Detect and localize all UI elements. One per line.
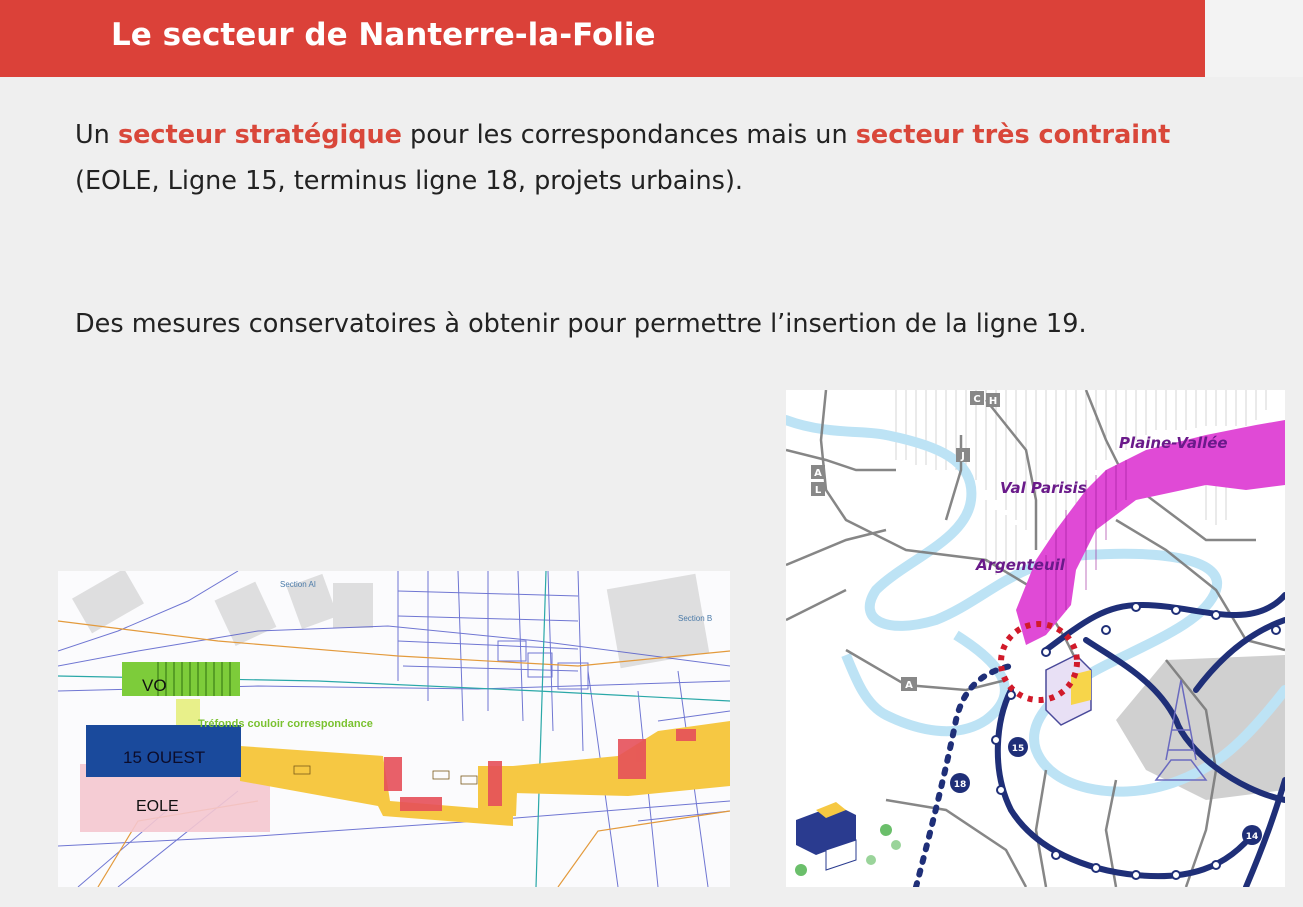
paragraph-line-2: (EOLE, Ligne 15, terminus ligne 18, projets urbains). — [75, 166, 744, 196]
trefonds-label: Tréfonds couloir correspondance — [198, 718, 373, 730]
text-correspondances: pour les correspondances mais un — [401, 120, 856, 150]
badge-j: J — [961, 451, 965, 462]
badge-18: 18 — [953, 780, 967, 790]
section-ai-label: Section AI — [280, 580, 317, 589]
badge-h: H — [988, 396, 998, 407]
badge-a-bottom: A — [905, 680, 913, 691]
15-ouest-label: 15 OUEST — [123, 748, 206, 767]
title-bar — [0, 0, 1205, 77]
badge-14: 14 — [1245, 832, 1259, 842]
highlight-strategic-sector: secteur stratégique — [117, 120, 402, 150]
title-bar-gap — [1205, 0, 1303, 77]
badge-15: 15 — [1011, 744, 1025, 754]
eole-label: EOLE — [136, 798, 179, 815]
paragraph-strategic-sector — [75, 112, 1170, 204]
paragraph-conservatory-measures: Des mesures conservatoires à obtenir pour permettre l’insertion de la ligne 19. — [75, 309, 1087, 339]
argenteuil-label: Argenteuil — [976, 556, 1065, 574]
highlight-constrained-sector: secteur très contraint — [855, 120, 1171, 150]
section-b-label: Section B — [678, 614, 713, 623]
paragraph-line-1 — [75, 112, 1170, 158]
plaine-vallee-label: Plaine-Vallée — [1119, 434, 1228, 452]
cadastral-plan-svg — [58, 571, 730, 887]
cadastral-plan-image — [58, 571, 730, 887]
val-parisis-label: Val Parisis — [1000, 479, 1087, 497]
vo-label: VO — [142, 676, 167, 695]
text-un: Un — [75, 120, 118, 150]
network-map-svg — [786, 390, 1285, 887]
network-map-image — [786, 390, 1285, 887]
badge-a-top: A — [814, 468, 822, 479]
badge-l: L — [814, 485, 822, 496]
slide-title: Le secteur de Nanterre-la-Folie — [111, 17, 656, 53]
badge-c: C — [973, 394, 981, 405]
